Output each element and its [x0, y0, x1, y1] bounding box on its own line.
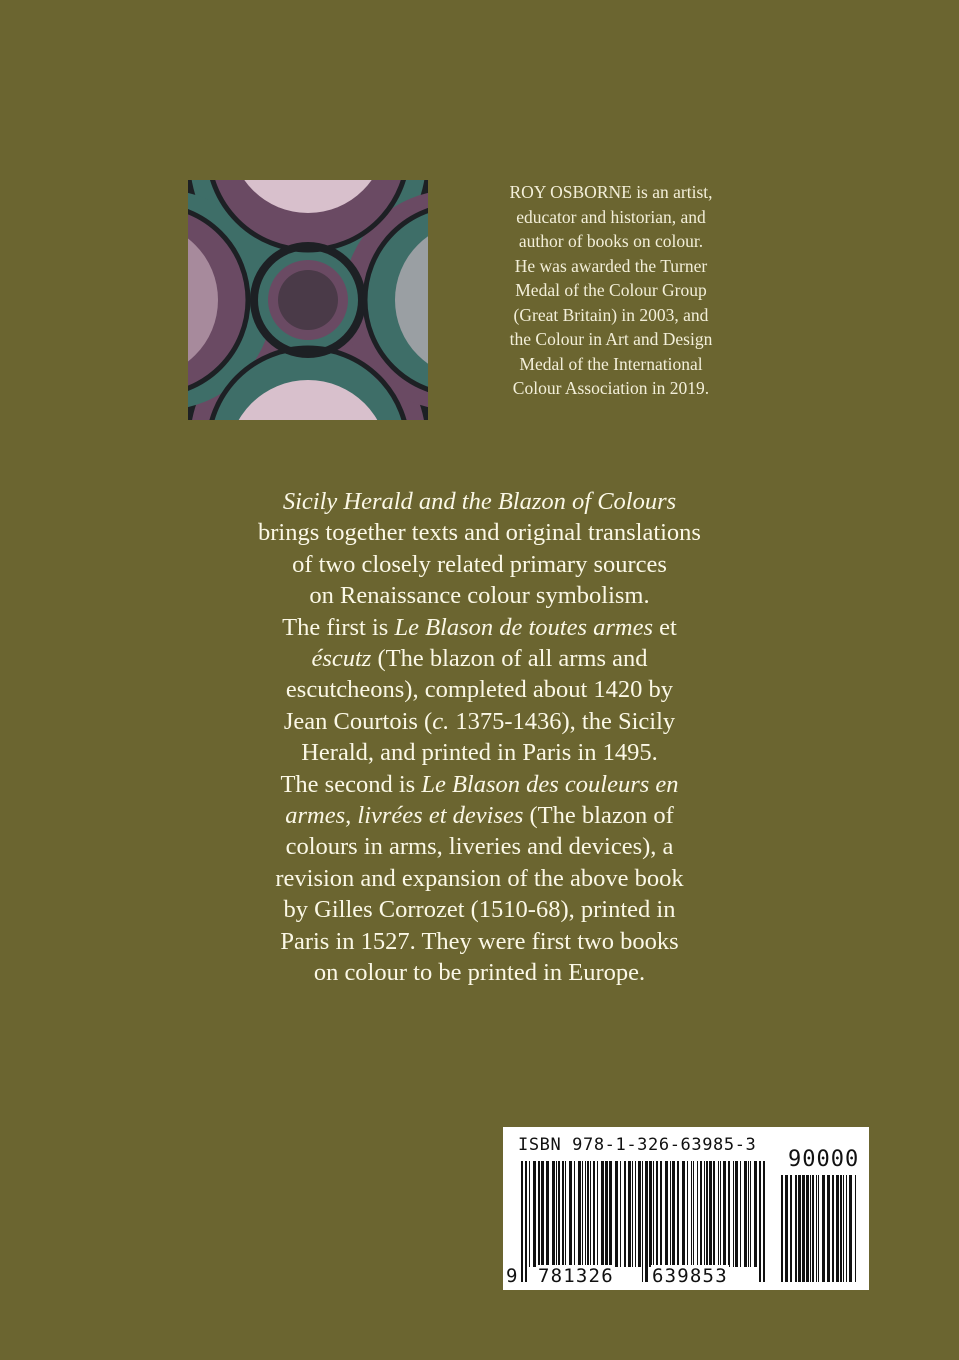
barcode-bar: [697, 1161, 698, 1267]
blurb-text: (The blazon of all arms and: [371, 645, 648, 673]
barcode-bar: [855, 1175, 856, 1282]
barcode-bar: [533, 1161, 536, 1267]
barcode-bar: [740, 1161, 741, 1267]
barcode-bar: [558, 1161, 560, 1267]
blurb-italic: Le Blason de toutes armes: [394, 613, 654, 641]
book-description: [140, 486, 819, 989]
blurb-line: colours in arms, liveries and devices), a: [285, 833, 674, 861]
blurb-line: brings together texts and original translations: [258, 519, 701, 547]
barcode-bar: [832, 1175, 834, 1282]
barcode-bar: [846, 1175, 847, 1282]
barcode-bar: [529, 1161, 530, 1267]
barcode-bar: [822, 1175, 825, 1282]
ean-left-digits: 781326: [538, 1265, 614, 1287]
barcode-bar: [660, 1161, 662, 1267]
barcode-bar: [638, 1161, 641, 1267]
barcode-bar: [682, 1161, 685, 1267]
blurb-line: [140, 612, 819, 643]
barcode-bar: [645, 1161, 648, 1282]
ean-right-digits: 639853: [652, 1265, 728, 1287]
barcode-bar: [653, 1161, 654, 1267]
price-code: 90000: [788, 1147, 860, 1172]
barcode-bar: [802, 1175, 805, 1282]
bio-line: (Great Britain) in 2003, and: [513, 304, 709, 325]
barcode-bar: [806, 1175, 809, 1282]
barcode-bar: [723, 1161, 726, 1267]
barcode-bar: [578, 1161, 581, 1267]
barcode-bar: [677, 1161, 679, 1267]
barcode-bar: [818, 1175, 819, 1282]
blurb-line: on colour to be printed in Europe.: [313, 959, 646, 987]
barcode-bar: [552, 1161, 555, 1267]
blurb-line: [140, 800, 819, 831]
barcode-bar: [713, 1161, 715, 1267]
blurb-text: 1375-1436), the Sicily: [449, 707, 676, 735]
abstract-circles-artwork: [188, 180, 428, 420]
ean-first-digit: 9: [506, 1265, 519, 1287]
barcode-bar: [840, 1175, 842, 1282]
barcode-bar: [704, 1161, 705, 1267]
bio-line: He was awarded the Turner: [514, 255, 708, 276]
bio-line: ROY OSBORNE is an artist,: [509, 182, 713, 202]
barcode-bar: [656, 1161, 658, 1267]
book-title: Sicily Herald and the Blazon of Colours: [282, 488, 677, 515]
blurb-line: of two closely related primary sources: [292, 550, 667, 578]
barcode-bar: [590, 1161, 591, 1267]
barcode-bar: [750, 1161, 751, 1267]
barcode-bar: [624, 1161, 626, 1267]
barcode-bar: [574, 1161, 575, 1267]
barcode-bar: [843, 1175, 844, 1282]
barcode-bar: [735, 1161, 738, 1267]
barcode-bar: [609, 1161, 612, 1267]
barcode-bar: [562, 1161, 564, 1267]
barcode-bar: [759, 1161, 761, 1282]
barcode-bar: [687, 1161, 688, 1267]
barcode-bar: [615, 1161, 618, 1267]
barcode-bar: [635, 1161, 636, 1267]
bio-line: educator and historian, and: [516, 206, 706, 227]
barcode-bar: [781, 1175, 783, 1282]
barcode-bar: [620, 1161, 621, 1267]
barcode-bar: [718, 1161, 719, 1267]
author-bio: [446, 180, 776, 401]
barcode-bar: [565, 1161, 566, 1267]
blurb-italic: éscutz: [311, 645, 372, 673]
barcode-bar: [693, 1161, 694, 1267]
blurb-text: et: [653, 613, 677, 641]
barcode-bar: [816, 1175, 817, 1282]
blurb-italic: armes, livrées et devises: [285, 802, 524, 830]
blurb-italic: Le Blason des couleurs en: [421, 770, 679, 798]
barcode-bar: [728, 1161, 730, 1267]
barcode-bar: [849, 1175, 852, 1282]
blurb-text: (The blazon of: [523, 802, 674, 830]
barcode-bar: [763, 1161, 765, 1282]
barcode-bar: [525, 1161, 527, 1282]
barcode-bar: [521, 1161, 523, 1282]
bio-line: Colour Association in 2019.: [512, 378, 710, 398]
barcode-bar: [582, 1161, 583, 1267]
barcode-bar: [670, 1161, 671, 1267]
blurb-line: [140, 486, 819, 517]
barcode-bar: [601, 1161, 604, 1267]
barcode-bar: [720, 1161, 721, 1267]
bio-line: author of books on colour.: [518, 231, 704, 251]
barcode-bar: [649, 1161, 652, 1267]
barcode-bar: [798, 1175, 801, 1282]
blurb-line: [140, 643, 819, 674]
barcode-bar: [733, 1161, 734, 1267]
barcode-bar: [569, 1161, 572, 1267]
barcode-bar: [795, 1175, 797, 1282]
barcode-bar: [812, 1175, 814, 1282]
blurb-line: escutcheons), completed about 1420 by: [285, 676, 674, 704]
barcode-bar: [672, 1161, 675, 1267]
blurb-line: by Gilles Corrozet (1510-68), printed in: [283, 896, 676, 924]
barcode-bar: [810, 1175, 811, 1282]
bio-line: Medal of the International: [519, 353, 703, 374]
cover-painting: [188, 180, 428, 420]
isbn-label: ISBN 978-1-326-63985-3: [518, 1135, 757, 1155]
barcode-bar: [605, 1161, 608, 1267]
blurb-line: on Renaissance colour symbolism.: [309, 582, 650, 610]
barcode-bar: [587, 1161, 589, 1267]
barcode-bar: [744, 1161, 747, 1267]
barcode-bar: [628, 1161, 631, 1267]
barcode-bar: [585, 1161, 586, 1267]
blurb-line: [140, 706, 819, 737]
barcode-bar: [538, 1161, 540, 1267]
barcode-bar: [706, 1161, 708, 1267]
blurb-text: The first is: [282, 613, 395, 641]
blurb-text: The second is: [280, 770, 422, 798]
barcode-bar: [827, 1175, 830, 1282]
barcode-bar: [642, 1161, 643, 1282]
barcode-bar: [836, 1175, 839, 1282]
blurb-italic: c.: [432, 707, 450, 735]
barcode-bar: [556, 1161, 557, 1267]
barcode-bar: [754, 1161, 757, 1267]
barcode-bar: [700, 1161, 702, 1267]
blurb-line: [140, 769, 819, 800]
barcode-bar: [691, 1161, 692, 1267]
barcode-bar: [593, 1161, 595, 1267]
bio-line: the Colour in Art and Design: [509, 329, 713, 349]
barcode-bar: [541, 1161, 544, 1267]
blurb-line: Paris in 1527. They were first two books: [280, 927, 679, 955]
blurb-text: Jean Courtois (: [283, 707, 433, 735]
blurb-line: Herald, and printed in Paris in 1495.: [301, 739, 658, 767]
barcode-bar: [546, 1161, 549, 1267]
blurb-line: revision and expansion of the above book: [275, 864, 684, 892]
barcode-bar: [632, 1161, 633, 1267]
isbn-barcode: [503, 1127, 869, 1290]
bio-line: Medal of the Colour Group: [515, 280, 707, 300]
barcode-bar: [597, 1161, 598, 1267]
barcode-bar: [748, 1161, 749, 1267]
barcode-bar: [785, 1175, 788, 1282]
barcode-bar: [665, 1161, 668, 1267]
barcode-bar: [790, 1175, 792, 1282]
barcode-bar: [709, 1161, 712, 1267]
